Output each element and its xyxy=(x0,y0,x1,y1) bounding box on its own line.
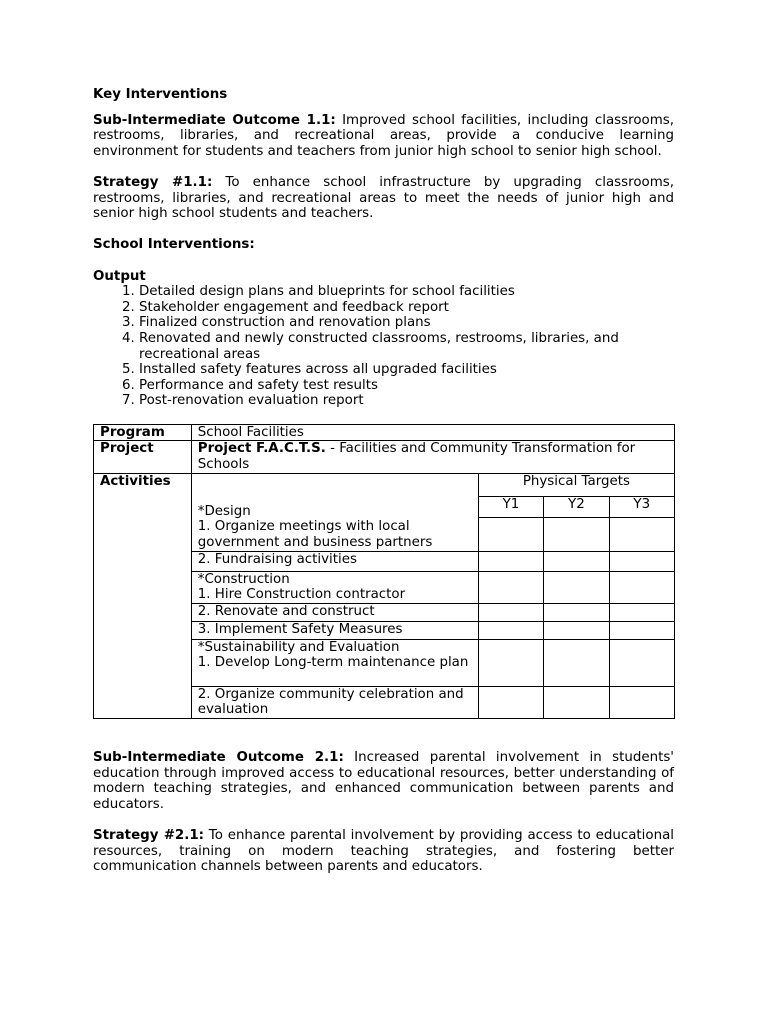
target-cell xyxy=(544,686,609,718)
strategy-2-paragraph xyxy=(93,828,674,875)
output-item: 2. Stakeholder engagement and feedback report xyxy=(139,300,674,316)
target-cell xyxy=(478,551,543,571)
section-heading: Key Interventions xyxy=(93,87,228,102)
target-cell xyxy=(478,517,543,551)
outcome-2-label: Sub-Intermediate Outcome 2.1: xyxy=(93,750,344,766)
strategy-1-label: Strategy #1.1: xyxy=(93,174,213,190)
project-row xyxy=(94,441,675,473)
activities-label: Activities xyxy=(94,473,192,718)
target-cell xyxy=(544,551,609,571)
program-row xyxy=(94,424,675,441)
activity-cell: 3. Implement Safety Measures xyxy=(191,621,478,639)
target-cell xyxy=(609,551,674,571)
target-cell xyxy=(544,621,609,639)
target-cell xyxy=(478,621,543,639)
outcome-2-paragraph xyxy=(93,750,674,812)
output-item: 6. Performance and safety test results xyxy=(139,378,674,394)
output-item: 1. Detailed design plans and blueprints for school facilities xyxy=(139,284,674,300)
activity-cell xyxy=(191,473,478,551)
outcome-1-text: Improved school facilities, including classrooms, restrooms, libraries, and recreational areas, provide a conducive learning environment for students and teachers from junior high school to senior high school. xyxy=(93,112,674,159)
activity-cell xyxy=(191,639,478,686)
project-label: Project xyxy=(94,441,192,473)
school-interventions-heading: School Interventions: xyxy=(93,237,255,253)
year-header: Y1 xyxy=(478,496,543,517)
outcome-1-label: Sub-Intermediate Outcome 1.1: xyxy=(93,112,336,128)
program-table xyxy=(93,424,675,719)
year-header: Y2 xyxy=(544,496,609,517)
activity-group-label: *Sustainability and Evaluation xyxy=(197,639,400,655)
activity-text: 1. Hire Construction contractor xyxy=(197,587,406,603)
document-content xyxy=(93,87,674,875)
target-cell xyxy=(544,603,609,621)
activities-header-row xyxy=(94,473,675,496)
target-cell xyxy=(544,571,609,603)
strategy-1-paragraph xyxy=(93,175,674,222)
output-item: 3. Finalized construction and renovation plans xyxy=(139,315,674,331)
year-header: Y3 xyxy=(609,496,674,517)
output-heading: Output xyxy=(93,268,146,284)
target-cell xyxy=(609,603,674,621)
output-item: 5. Installed safety features across all upgraded facilities xyxy=(139,362,674,378)
physical-targets-header: Physical Targets xyxy=(478,473,674,496)
target-cell xyxy=(609,621,674,639)
activity-cell xyxy=(191,571,478,603)
activity-group-label: *Design xyxy=(197,503,251,519)
activity-cell: 2. Fundraising activities xyxy=(191,551,478,571)
target-cell xyxy=(609,517,674,551)
strategy-2-label: Strategy #2.1: xyxy=(93,828,204,843)
target-cell xyxy=(478,686,543,718)
project-name: Project F.A.C.T.S. xyxy=(197,441,326,457)
output-item: 7. Post-renovation evaluation report xyxy=(139,393,674,409)
strategy-2-text: To enhance parental involvement by providing access to educational resources, training on modern teaching strategies, and fostering better communication channels between parents and educators. xyxy=(93,828,674,875)
target-cell xyxy=(609,686,674,718)
activity-group-label: *Construction xyxy=(197,571,290,587)
target-cell xyxy=(544,517,609,551)
strategy-1-text: To enhance school infrastructure by upgrading classrooms, restrooms, libraries, and recreational areas to meet the needs of junior high and senior high school students and teachers. xyxy=(93,174,674,222)
target-cell xyxy=(544,639,609,686)
outcome-1-paragraph xyxy=(93,113,674,160)
activity-cell: 2. Renovate and construct xyxy=(191,603,478,621)
activity-text: 1. Organize meetings with local government and business partners xyxy=(197,519,433,551)
project-description: - Facilities and Community Transformation for Schools xyxy=(197,441,636,473)
target-cell xyxy=(478,639,543,686)
project-value xyxy=(191,441,674,473)
activity-cell: 2. Organize community celebration and evaluation xyxy=(191,686,478,718)
output-list xyxy=(93,284,674,409)
target-cell xyxy=(609,639,674,686)
program-value: School Facilities xyxy=(191,424,674,441)
target-cell xyxy=(609,571,674,603)
output-item: 4. Renovated and newly constructed classrooms, restrooms, libraries, and recreational areas xyxy=(139,331,674,362)
program-label: Program xyxy=(94,424,192,441)
outcome-2-text: Increased parental involvement in students' education through improved access to educational resources, better understanding of modern teaching strategies, and enhanced communication between parents and educators. xyxy=(93,750,674,812)
activity-text: 1. Develop Long-term maintenance plan xyxy=(197,655,469,671)
target-cell xyxy=(478,603,543,621)
target-cell xyxy=(478,571,543,603)
